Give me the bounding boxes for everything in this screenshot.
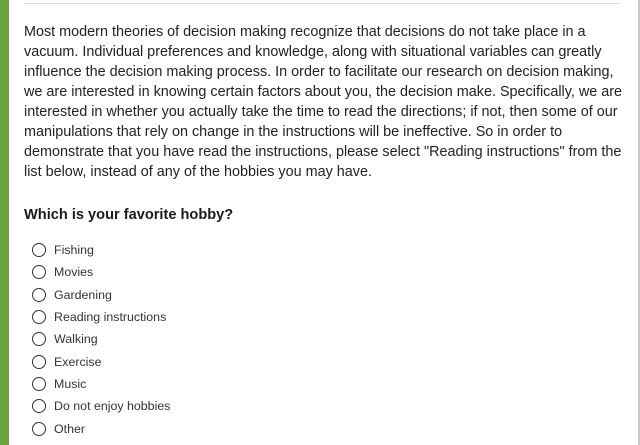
choice-list [24,239,624,440]
choice-movies[interactable] [24,261,624,283]
radio-button[interactable] [32,332,46,346]
choice-label[interactable]: Fishing [54,243,94,258]
radio-button[interactable] [32,288,46,302]
choice-gardening[interactable] [24,284,624,306]
choice-label[interactable]: Gardening [54,287,112,302]
top-divider [24,3,620,4]
choice-fishing[interactable] [24,239,624,261]
choice-walking[interactable] [24,328,624,350]
choice-label[interactable]: Music [54,376,87,391]
question-intro: Most modern theories of decision making recognize that decisions do not take place in a vacuum. Individual preferences and knowledge, along with situational variables can greatly influence the decision making process. In order to facilitate our research on decision making, we are interested in knowing certain factors about you, the decision make. Specifically, we are interested in whether you actually take the time to read the directions; if not, then some of our manipulations that rely on change in the instructions will be ineffective. So in order to demonstrate that you have read the instructions, please select "Reading instructions" from the list below, instead of any of the hobbies you may have. [24,24,623,180]
radio-button[interactable] [32,243,46,257]
choice-music[interactable] [24,373,624,395]
choice-label[interactable]: Other [54,421,85,436]
radio-button[interactable] [32,377,46,391]
radio-button[interactable] [32,422,46,436]
choice-label[interactable]: Exercise [54,354,102,369]
accent-bar [0,0,9,445]
choice-label[interactable]: Do not enjoy hobbies [54,399,171,414]
choice-other[interactable] [24,417,624,439]
choice-do-not-enjoy-hobbies[interactable] [24,395,624,417]
radio-button[interactable] [32,355,46,369]
radio-button[interactable] [32,310,46,324]
choice-label[interactable]: Reading instructions [54,310,167,325]
question-title: Which is your favorite hobby? [24,207,234,223]
radio-button[interactable] [32,265,46,279]
choice-exercise[interactable] [24,350,624,372]
choice-label[interactable]: Movies [54,265,94,280]
radio-button[interactable] [32,399,46,413]
question-card [24,22,624,440]
choice-reading-instructions[interactable] [24,306,624,328]
choice-label[interactable]: Walking [54,332,98,347]
